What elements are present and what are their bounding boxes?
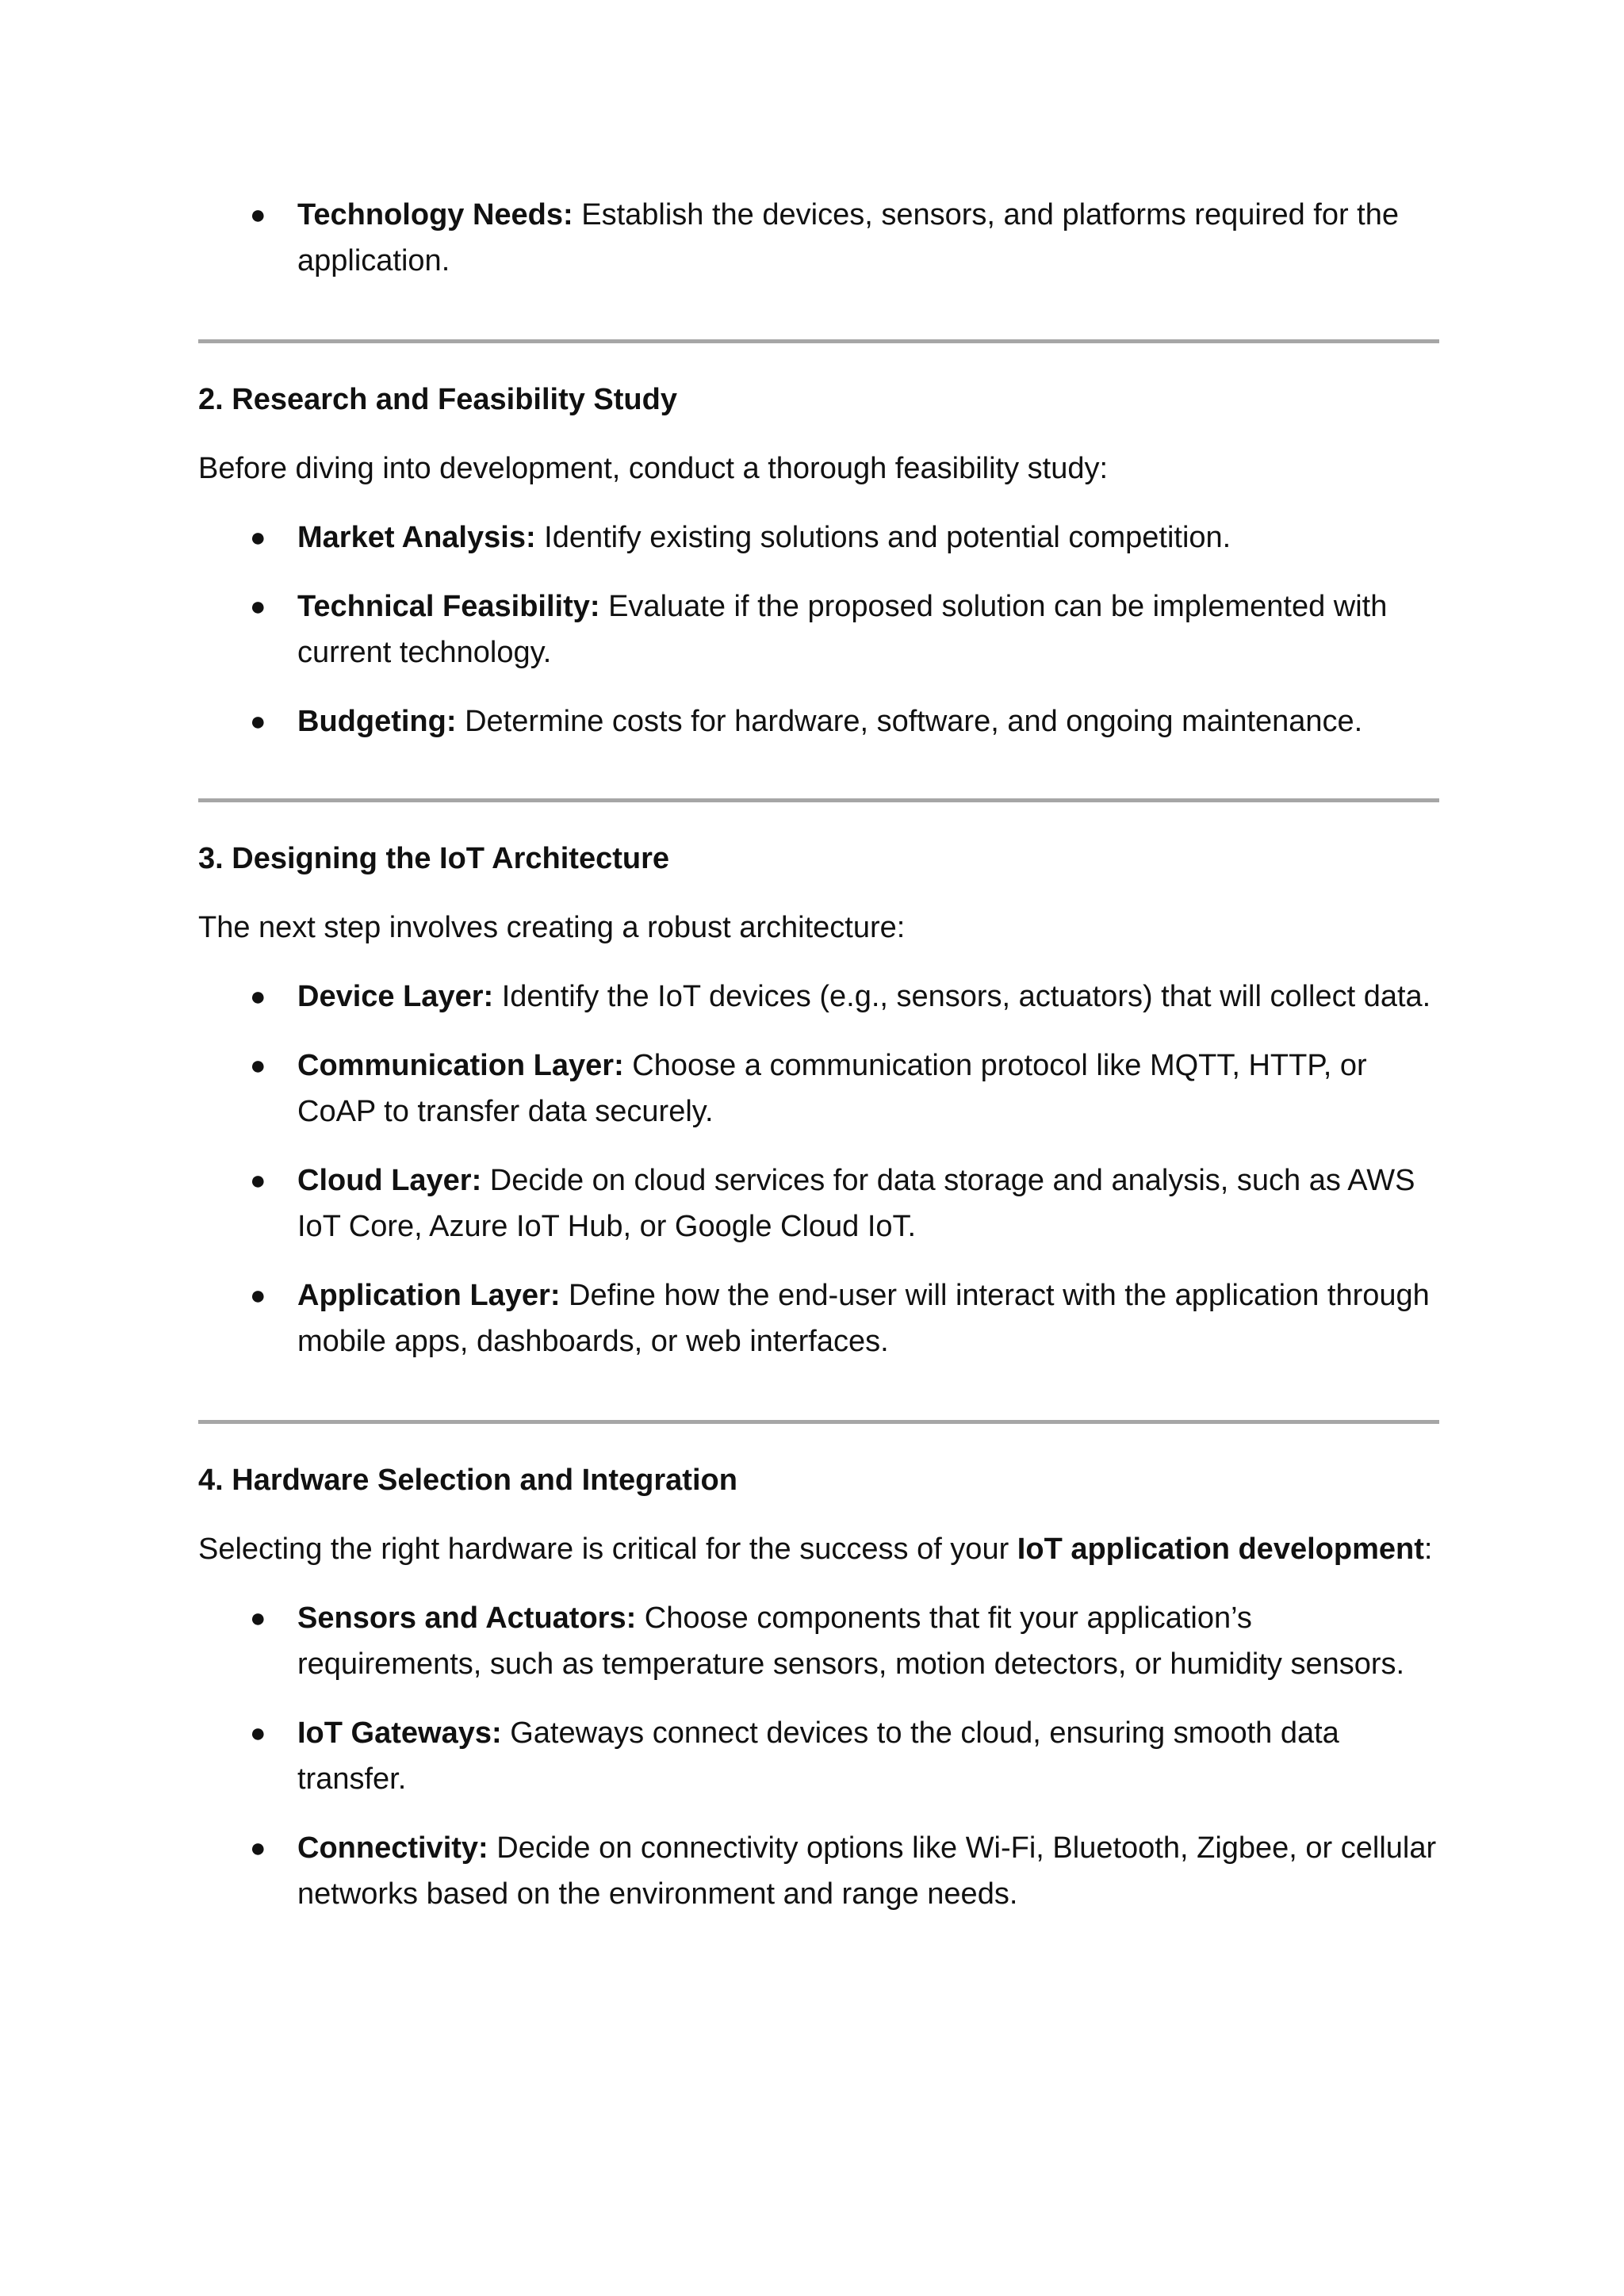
section-intro: Before diving into development, conduct a thorough feasibility study:: [198, 452, 1109, 485]
bullet-icon: ●: [250, 200, 266, 230]
intro-bullet-list: [198, 192, 1439, 284]
section-heading: 4. Hardware Selection and Integration: [198, 1464, 737, 1497]
bullet-list: [198, 974, 1439, 1364]
bullet-icon: ●: [250, 706, 266, 737]
list-item: ● Communication Layer: Choose a communication protocol like MQTT, HTTP, or CoAP to transfer data securely.: [198, 1043, 1439, 1135]
bullet-icon: ●: [250, 1050, 266, 1081]
bullet-list: [198, 1595, 1439, 1917]
section-heading: 2. Research and Feasibility Study: [198, 383, 677, 416]
bullet-icon: ●: [250, 1280, 266, 1311]
list-item: ● Application Layer: Define how the end-user will interact with the application through mobile apps, dashboards, or web interfaces.: [198, 1272, 1439, 1364]
bullet-icon: ●: [250, 522, 266, 553]
list-item: ● Cloud Layer: Decide on cloud services for data storage and analysis, such as AWS IoT Core, Azure IoT Hub, or Google Cloud IoT.: [198, 1158, 1439, 1249]
bullet-icon: ●: [250, 1165, 266, 1196]
list-item: ● Connectivity: Decide on connectivity options like Wi-Fi, Bluetooth, Zigbee, or cellular networks based on the environment and range needs.: [198, 1825, 1439, 1917]
list-item: ● Budgeting: Determine costs for hardware, software, and ongoing maintenance.: [198, 698, 1439, 744]
bullet-icon: ●: [250, 591, 266, 622]
list-item: ● Technical Feasibility: Evaluate if the proposed solution can be implemented with current technology.: [198, 584, 1439, 675]
bullet-icon: ●: [250, 1603, 266, 1633]
section-intro: The next step involves creating a robust architecture:: [198, 911, 906, 944]
list-item: ● Technology Needs: Establish the devices, sensors, and platforms required for the application.: [198, 192, 1439, 284]
bullet-icon: ●: [250, 1833, 266, 1863]
section-intro: Selecting the right hardware is critical for the success of your IoT application development:: [198, 1533, 1433, 1566]
list-item: ● IoT Gateways: Gateways connect devices to the cloud, ensuring smooth data transfer.: [198, 1710, 1439, 1802]
list-item: ● Sensors and Actuators: Choose components that fit your application’s requirements, such as temperature sensors, motion detectors, or humidity sensors.: [198, 1595, 1439, 1687]
bullet-icon: ●: [250, 1718, 266, 1748]
bullet-list: [198, 515, 1439, 744]
bullet-icon: ●: [250, 982, 266, 1012]
document-page: [198, 192, 1439, 1917]
list-item: ● Device Layer: Identify the IoT devices (e.g., sensors, actuators) that will collect data.: [198, 974, 1439, 1020]
list-item: ● Market Analysis: Identify existing solutions and potential competition.: [198, 515, 1439, 561]
section-heading: 3. Designing the IoT Architecture: [198, 842, 670, 875]
